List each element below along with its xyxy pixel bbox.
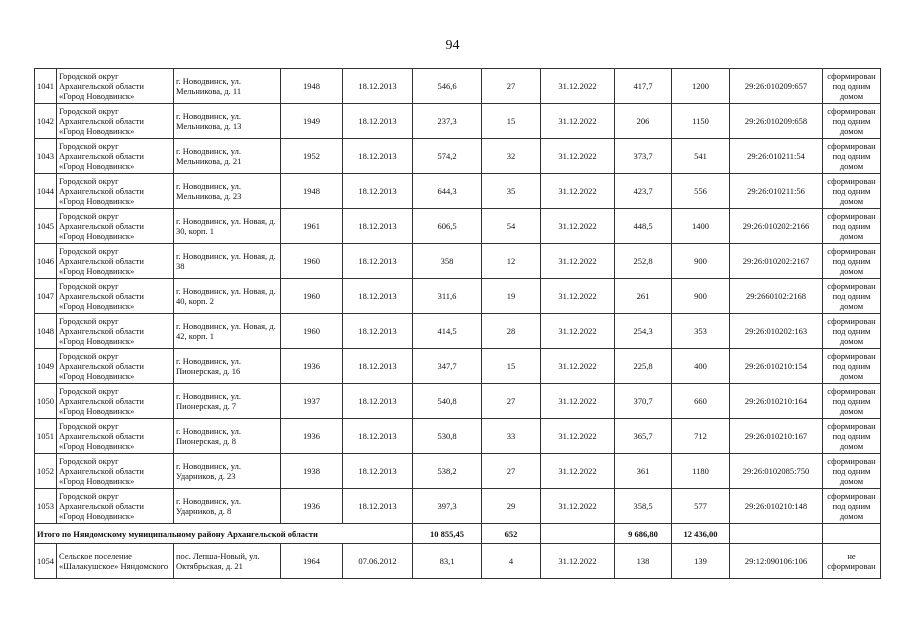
residents-cell: 4 (482, 544, 541, 579)
cadastre-number-cell: 29:26:010202:2167 (730, 244, 823, 279)
row-number-cell: 1045 (35, 209, 57, 244)
year-cell: 1960 (281, 314, 343, 349)
land-status-cell: сформирован под одним домом (823, 384, 881, 419)
row-number-cell: 1046 (35, 244, 57, 279)
land-area-cell: 541 (672, 139, 730, 174)
deadline-cell: 31.12.2022 (541, 384, 615, 419)
cadastre-number-cell: 29:26:010209:657 (730, 69, 823, 104)
relocation-area-cell: 370,7 (615, 384, 672, 419)
owner-cell: Городской округ Архангельской области «Город Новодвинск» (57, 209, 174, 244)
date-cell: 18.12.2013 (343, 69, 413, 104)
total-land-area: 12 436,00 (672, 524, 730, 544)
owner-cell: Городской округ Архангельской области «Город Новодвинск» (57, 244, 174, 279)
residents-cell: 35 (482, 174, 541, 209)
land-status-cell: сформирован под одним домом (823, 139, 881, 174)
land-status-cell: сформирован под одним домом (823, 69, 881, 104)
relocation-area-cell: 417,7 (615, 69, 672, 104)
cadastre-number-cell: 29:26:010210:167 (730, 419, 823, 454)
total-residents: 652 (482, 524, 541, 544)
address-cell: г. Новодвинск, ул. Мельникова, д. 23 (174, 174, 281, 209)
owner-cell: Городской округ Архангельской области «Город Новодвинск» (57, 314, 174, 349)
relocation-area-cell: 358,5 (615, 489, 672, 524)
relocation-area-cell: 373,7 (615, 139, 672, 174)
row-number-cell: 1042 (35, 104, 57, 139)
deadline-cell: 31.12.2022 (541, 209, 615, 244)
date-cell: 18.12.2013 (343, 209, 413, 244)
deadline-cell: 31.12.2022 (541, 544, 615, 579)
total-label: Итого по Няндомскому муниципальному району Архангельской области (35, 524, 413, 544)
relocation-area-cell: 423,7 (615, 174, 672, 209)
row-number-cell: 1048 (35, 314, 57, 349)
deadline-cell: 31.12.2022 (541, 349, 615, 384)
cadastre-number-cell: 29:26:010202:163 (730, 314, 823, 349)
land-status-cell: сформирован под одним домом (823, 419, 881, 454)
table-row (35, 104, 881, 139)
land-status-cell: сформирован под одним домом (823, 314, 881, 349)
year-cell: 1948 (281, 174, 343, 209)
relocation-area-cell: 252,8 (615, 244, 672, 279)
area-cell: 574,2 (413, 139, 482, 174)
row-number-cell: 1050 (35, 384, 57, 419)
row-number-cell: 1051 (35, 419, 57, 454)
area-cell: 644,3 (413, 174, 482, 209)
residents-cell: 15 (482, 104, 541, 139)
land-status-cell: сформирован под одним домом (823, 279, 881, 314)
address-cell: г. Новодвинск, ул. Пионерская, д. 8 (174, 419, 281, 454)
date-cell: 18.12.2013 (343, 139, 413, 174)
land-area-cell: 1180 (672, 454, 730, 489)
owner-cell: Городской округ Архангельской области «Город Новодвинск» (57, 419, 174, 454)
land-area-cell: 900 (672, 279, 730, 314)
land-status-cell: сформирован под одним домом (823, 244, 881, 279)
table-row (35, 454, 881, 489)
area-cell: 538,2 (413, 454, 482, 489)
row-number-cell: 1041 (35, 69, 57, 104)
residents-cell: 28 (482, 314, 541, 349)
table-row (35, 419, 881, 454)
year-cell: 1936 (281, 419, 343, 454)
land-status-cell: сформирован под одним домом (823, 454, 881, 489)
address-cell: г. Новодвинск, ул. Пионерская, д. 16 (174, 349, 281, 384)
date-cell: 18.12.2013 (343, 314, 413, 349)
deadline-cell: 31.12.2022 (541, 489, 615, 524)
deadline-cell: 31.12.2022 (541, 314, 615, 349)
area-cell: 358 (413, 244, 482, 279)
address-cell: г. Новодвинск, ул. Новая, д. 42, корп. 1 (174, 314, 281, 349)
residents-cell: 19 (482, 279, 541, 314)
date-cell: 18.12.2013 (343, 104, 413, 139)
relocation-area-cell: 254,3 (615, 314, 672, 349)
land-status-cell: сформирован под одним домом (823, 209, 881, 244)
relocation-area-cell: 138 (615, 544, 672, 579)
cadastre-number-cell: 29:26:010202:2166 (730, 209, 823, 244)
total-empty-cell (823, 524, 881, 544)
table-row (35, 279, 881, 314)
residents-cell: 54 (482, 209, 541, 244)
year-cell: 1949 (281, 104, 343, 139)
cadastre-number-cell: 29:26:010210:148 (730, 489, 823, 524)
table-body (35, 69, 881, 579)
date-cell: 18.12.2013 (343, 349, 413, 384)
year-cell: 1937 (281, 384, 343, 419)
land-area-cell: 660 (672, 384, 730, 419)
deadline-cell: 31.12.2022 (541, 69, 615, 104)
owner-cell: Городской округ Архангельской области «Город Новодвинск» (57, 489, 174, 524)
total-area: 10 855,45 (413, 524, 482, 544)
land-area-cell: 400 (672, 349, 730, 384)
row-number-cell: 1049 (35, 349, 57, 384)
owner-cell: Городской округ Архангельской области «Город Новодвинск» (57, 69, 174, 104)
date-cell: 18.12.2013 (343, 279, 413, 314)
land-status-cell: сформирован под одним домом (823, 489, 881, 524)
row-number-cell: 1043 (35, 139, 57, 174)
address-cell: г. Новодвинск, ул. Ударников, д. 23 (174, 454, 281, 489)
land-area-cell: 577 (672, 489, 730, 524)
owner-cell: Городской округ Архангельской области «Город Новодвинск» (57, 349, 174, 384)
date-cell: 18.12.2013 (343, 384, 413, 419)
date-cell: 18.12.2013 (343, 489, 413, 524)
deadline-cell: 31.12.2022 (541, 419, 615, 454)
address-cell: пос. Лепша-Новый, ул. Октябрьская, д. 21 (174, 544, 281, 579)
land-status-cell: сформирован под одним домом (823, 174, 881, 209)
address-cell: г. Новодвинск, ул. Новая, д. 38 (174, 244, 281, 279)
address-cell: г. Новодвинск, ул. Мельникова, д. 11 (174, 69, 281, 104)
deadline-cell: 31.12.2022 (541, 244, 615, 279)
table-row (35, 209, 881, 244)
cadastre-number-cell: 29:26:0102085:750 (730, 454, 823, 489)
cadastre-number-cell: 29:26:010210:164 (730, 384, 823, 419)
cadastre-number-cell: 29:26:010211:54 (730, 139, 823, 174)
page-number: 94 (445, 38, 460, 53)
date-cell: 18.12.2013 (343, 454, 413, 489)
land-status-cell: сформирован под одним домом (823, 104, 881, 139)
row-number-cell: 1044 (35, 174, 57, 209)
land-area-cell: 139 (672, 544, 730, 579)
area-cell: 540,8 (413, 384, 482, 419)
residents-cell: 12 (482, 244, 541, 279)
address-cell: г. Новодвинск, ул. Ударников, д. 8 (174, 489, 281, 524)
table-row (35, 384, 881, 419)
land-area-cell: 1150 (672, 104, 730, 139)
residents-cell: 15 (482, 349, 541, 384)
year-cell: 1961 (281, 209, 343, 244)
relocation-area-cell: 448,5 (615, 209, 672, 244)
date-cell: 18.12.2013 (343, 174, 413, 209)
relocation-area-cell: 361 (615, 454, 672, 489)
relocation-area-cell: 225,8 (615, 349, 672, 384)
year-cell: 1952 (281, 139, 343, 174)
cadastre-number-cell: 29:26:010209:658 (730, 104, 823, 139)
year-cell: 1960 (281, 244, 343, 279)
area-cell: 237,3 (413, 104, 482, 139)
land-area-cell: 900 (672, 244, 730, 279)
cadastre-number-cell: 29:12:090106:106 (730, 544, 823, 579)
year-cell: 1936 (281, 349, 343, 384)
area-cell: 546,6 (413, 69, 482, 104)
date-cell: 18.12.2013 (343, 419, 413, 454)
residents-cell: 29 (482, 489, 541, 524)
address-cell: г. Новодвинск, ул. Пионерская, д. 7 (174, 384, 281, 419)
area-cell: 83,1 (413, 544, 482, 579)
owner-cell: Сельское поселение «Шалакушское» Няндомского (57, 544, 174, 579)
land-area-cell: 712 (672, 419, 730, 454)
deadline-cell: 31.12.2022 (541, 454, 615, 489)
owner-cell: Городской округ Архангельской области «Город Новодвинск» (57, 104, 174, 139)
owner-cell: Городской округ Архангельской области «Город Новодвинск» (57, 454, 174, 489)
address-cell: г. Новодвинск, ул. Новая, д. 40, корп. 2 (174, 279, 281, 314)
table-row (35, 314, 881, 349)
land-area-cell: 353 (672, 314, 730, 349)
residents-cell: 32 (482, 139, 541, 174)
cadastre-number-cell: 29:26:010210:154 (730, 349, 823, 384)
land-area-cell: 556 (672, 174, 730, 209)
area-cell: 347,7 (413, 349, 482, 384)
residents-cell: 27 (482, 384, 541, 419)
area-cell: 311,6 (413, 279, 482, 314)
row-number-cell: 1052 (35, 454, 57, 489)
total-relocation-area: 9 686,80 (615, 524, 672, 544)
date-cell: 18.12.2013 (343, 244, 413, 279)
land-area-cell: 1400 (672, 209, 730, 244)
row-number-cell: 1054 (35, 544, 57, 579)
relocation-area-cell: 365,7 (615, 419, 672, 454)
table-row (35, 544, 881, 579)
year-cell: 1960 (281, 279, 343, 314)
relocation-area-cell: 261 (615, 279, 672, 314)
total-empty-cell (541, 524, 615, 544)
address-cell: г. Новодвинск, ул. Мельникова, д. 21 (174, 139, 281, 174)
year-cell: 1948 (281, 69, 343, 104)
table-row (35, 139, 881, 174)
residents-cell: 27 (482, 454, 541, 489)
date-cell: 07.06.2012 (343, 544, 413, 579)
table-row (35, 489, 881, 524)
land-area-cell: 1200 (672, 69, 730, 104)
owner-cell: Городской округ Архангельской области «Город Новодвинск» (57, 279, 174, 314)
year-cell: 1964 (281, 544, 343, 579)
owner-cell: Городской округ Архангельской области «Город Новодвинск» (57, 174, 174, 209)
owner-cell: Городской округ Архангельской области «Город Новодвинск» (57, 384, 174, 419)
row-number-cell: 1053 (35, 489, 57, 524)
table-row (35, 69, 881, 104)
row-number-cell: 1047 (35, 279, 57, 314)
cadastre-number-cell: 29:26:010211:56 (730, 174, 823, 209)
area-cell: 606,5 (413, 209, 482, 244)
deadline-cell: 31.12.2022 (541, 104, 615, 139)
address-cell: г. Новодвинск, ул. Мельникова, д. 13 (174, 104, 281, 139)
owner-cell: Городской округ Архангельской области «Город Новодвинск» (57, 139, 174, 174)
deadline-cell: 31.12.2022 (541, 139, 615, 174)
year-cell: 1938 (281, 454, 343, 489)
residents-cell: 33 (482, 419, 541, 454)
total-empty-cell (730, 524, 823, 544)
table-row (35, 174, 881, 209)
total-row (35, 524, 881, 544)
residents-cell: 27 (482, 69, 541, 104)
housing-register-table (34, 68, 881, 579)
address-cell: г. Новодвинск, ул. Новая, д. 30, корп. 1 (174, 209, 281, 244)
year-cell: 1936 (281, 489, 343, 524)
area-cell: 397,3 (413, 489, 482, 524)
relocation-area-cell: 206 (615, 104, 672, 139)
table-row (35, 349, 881, 384)
deadline-cell: 31.12.2022 (541, 174, 615, 209)
land-status-cell: сформирован под одним домом (823, 349, 881, 384)
deadline-cell: 31.12.2022 (541, 279, 615, 314)
area-cell: 414,5 (413, 314, 482, 349)
land-status-cell: не сформирован (823, 544, 881, 579)
cadastre-number-cell: 29:2660102:2168 (730, 279, 823, 314)
area-cell: 530,8 (413, 419, 482, 454)
table-row (35, 244, 881, 279)
